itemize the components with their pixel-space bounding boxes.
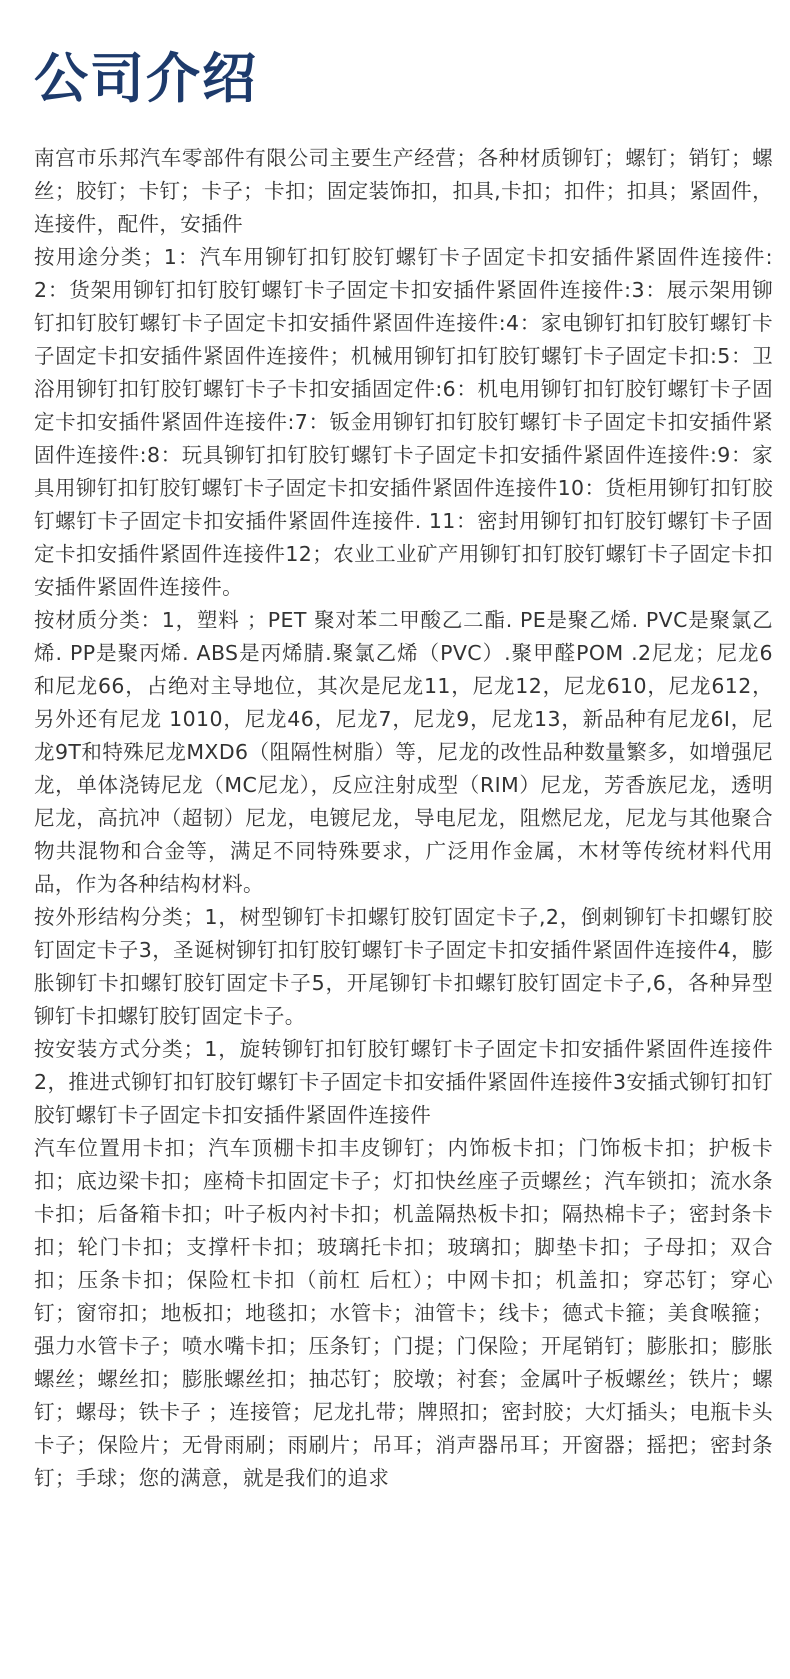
intro-paragraph-by-material: 按材质分类：1，塑料 ；PET 聚对苯二甲酸乙二酯. PE是聚乙烯. PVC是聚氯乙烯. PP是聚丙烯. ABS是丙烯腈.聚氯乙烯（PVC）.聚甲醛POM .2尼龙；尼龙6和尼龙66，占绝对主导地位，其次是尼龙11，尼龙12，尼龙610，尼龙612，另外还有尼龙 1010，尼龙46，尼龙7，尼龙9，尼龙13，新品种有尼龙6I，尼龙9T和特殊尼龙MXD6（阻隔性树脂）等，尼龙的改性品种数量繁多，如增强尼龙，单体浇铸尼龙（MC尼龙），反应注射成型（RIM）尼龙，芳香族尼龙，透明尼龙，高抗冲（超韧）尼龙，电镀尼龙，导电尼龙，阻燃尼龙，尼龙与其他聚合物共混物和合金等，满足不同特殊要求，广泛用作金属，木材等传统材料代用品，作为各种结构材料。 bbox=[34, 608, 773, 896]
intro-paragraph-products: 南宫市乐邦汽车零部件有限公司主要生产经营；各种材质铆钉；螺钉；销钉；螺丝；胶钉；卡钉；卡子；卡扣；固定装饰扣，扣具,卡扣；扣件；扣具；紧固件，连接件，配件，安插件 bbox=[34, 146, 773, 236]
intro-paragraph-by-shape: 按外形结构分类；1，树型铆钉卡扣螺钉胶钉固定卡子,2，倒刺铆钉卡扣螺钉胶钉固定卡子3，圣诞树铆钉扣钉胶钉螺钉卡子固定卡扣安插件紧固件连接件4，膨胀铆钉卡扣螺钉胶钉固定卡子5，开尾铆钉卡扣螺钉胶钉固定卡子,6，各种异型铆钉卡扣螺钉胶钉固定卡子。 bbox=[34, 905, 773, 1028]
intro-paragraph-by-installation: 按安装方式分类；1，旋转铆钉扣钉胶钉螺钉卡子固定卡扣安插件紧固件连接件2，推进式铆钉扣钉胶钉螺钉卡子固定卡扣安插件紧固件连接件3安插式铆钉扣钉胶钉螺钉卡子固定卡扣安插件紧固件连接件 bbox=[34, 1037, 773, 1127]
page-title: 公司介绍 bbox=[34, 47, 258, 110]
intro-paragraph-car-clips: 汽车位置用卡扣；汽车顶棚卡扣丰皮铆钉；内饰板卡扣；门饰板卡扣；护板卡扣；底边梁卡扣；座椅卡扣固定卡子；灯扣快丝座子贡螺丝；汽车锁扣；流水条卡扣；后备箱卡扣；叶子板内衬卡扣；机盖隔热板卡扣；隔热棉卡子；密封条卡扣；轮门卡扣；支撑杆卡扣；玻璃托卡扣；玻璃扣；脚垫卡扣；子母扣；双合扣；压条卡扣；保险杠卡扣（前杠 后杠）；中网卡扣；机盖扣；穿芯钉；穿心钉；窗帘扣；地板扣；地毯扣；水管卡；油管卡；线卡；德式卡箍；美食喉箍；强力水管卡子；喷水嘴卡扣；压条钉；门提；门保险；开尾销钉；膨胀扣；膨胀螺丝；螺丝扣；膨胀螺丝扣；抽芯钉；胶墩；衬套；金属叶子板螺丝；铁片；螺钉；螺母；铁卡子 ；连接管；尼龙扎带；牌照扣；密封胶；大灯插头；电瓶卡头卡子；保险片；无骨雨刷；雨刷片；吊耳；消声器吊耳；开窗器；摇把；密封条钉；手球；您的满意，就是我们的追求 bbox=[34, 1136, 773, 1490]
intro-content bbox=[34, 142, 773, 1495]
intro-paragraph-by-usage: 按用途分类；1：汽车用铆钉扣钉胶钉螺钉卡子固定卡扣安插件紧固件连接件:2：货架用铆钉扣钉胶钉螺钉卡子固定卡扣安插件紧固件连接件:3：展示架用铆钉扣钉胶钉螺钉卡子固定卡扣安插件紧固件连接件:4：家电铆钉扣钉胶钉螺钉卡子固定卡扣安插件紧固件连接件；机械用铆钉扣钉胶钉螺钉卡子固定卡扣:5：卫浴用铆钉扣钉胶钉螺钉卡子卡扣安插固定件:6：机电用铆钉扣钉胶钉螺钉卡子固定卡扣安插件紧固件连接件:7：钣金用铆钉扣钉胶钉螺钉卡子固定卡扣安插件紧固件连接件:8：玩具铆钉扣钉胶钉螺钉卡子固定卡扣安插件紧固件连接件:9：家具用铆钉扣钉胶钉螺钉卡子固定卡扣安插件紧固件连接件10：货柜用铆钉扣钉胶钉螺钉卡子固定卡扣安插件紧固件连接件. 11：密封用铆钉扣钉胶钉螺钉卡子固定卡扣安插件紧固件连接件12；农业工业矿产用铆钉扣钉胶钉螺钉卡子固定卡扣安插件紧固件连接件。 bbox=[34, 245, 773, 599]
